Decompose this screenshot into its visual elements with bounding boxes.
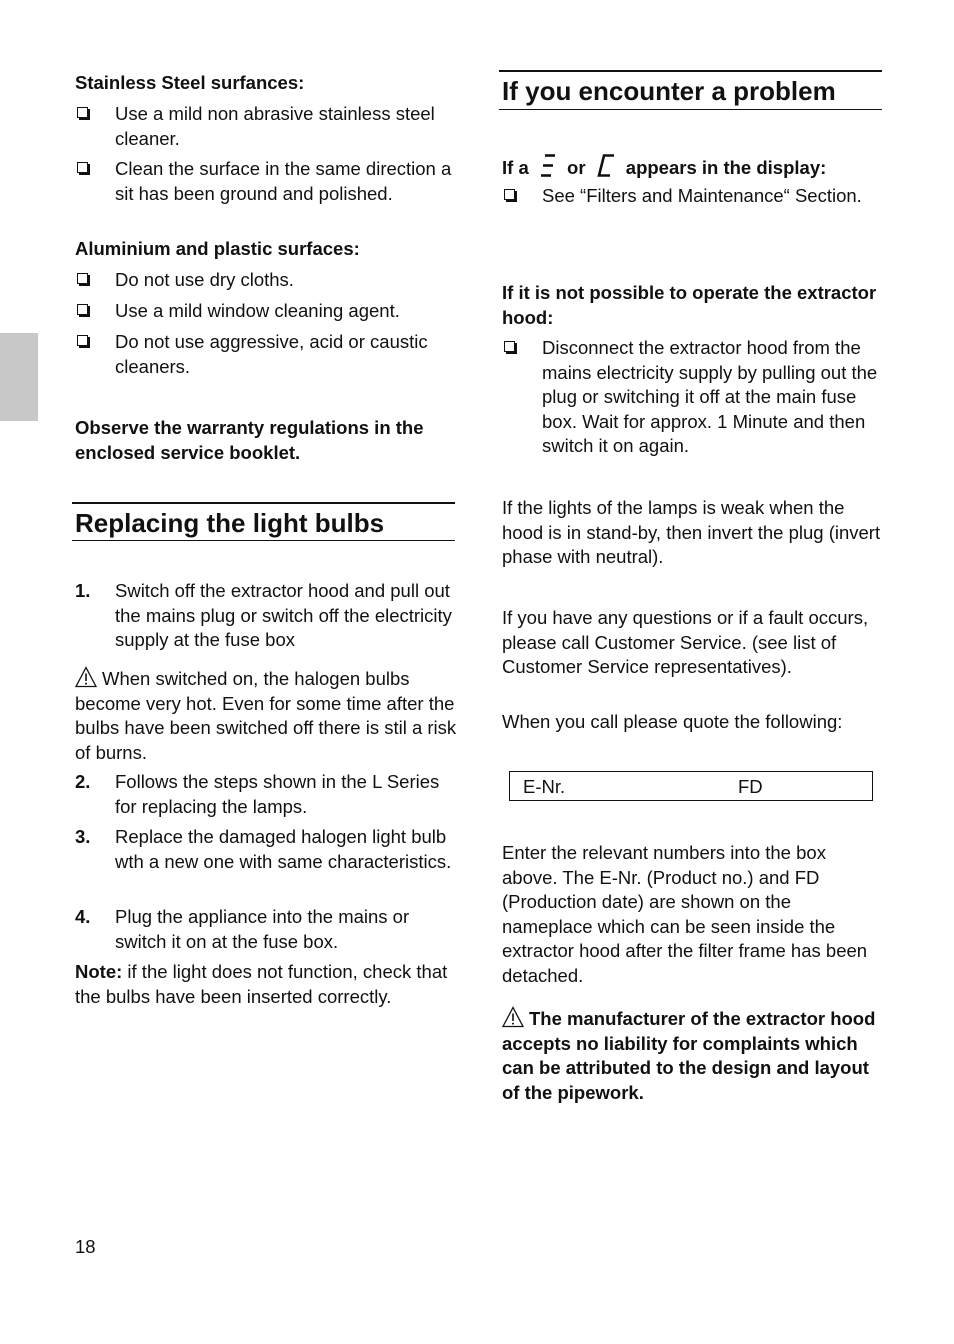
aluminium-title: Aluminium and plastic surfaces: xyxy=(75,238,360,259)
operate-condition-title: If it is not possible to operate the extractor hood: xyxy=(502,282,877,328)
checkbox-bullet-icon xyxy=(77,273,88,284)
liability-warning: The manufacturer of the extractor hood accepts no liability for complaints which can be attributed to the design and layout of the pipework. xyxy=(502,1008,876,1103)
list-item: Clean the surface in the same direction a sit has been ground and polished. xyxy=(75,157,457,206)
checkbox-bullet-icon xyxy=(77,107,88,118)
enr-fd-box xyxy=(509,771,873,801)
list-item: Use a mild window cleaning agent. xyxy=(75,299,457,324)
warning-triangle-icon xyxy=(75,666,97,688)
display-e-symbol-icon xyxy=(538,153,558,179)
enr-label: E-Nr. xyxy=(523,776,566,797)
stainless-title: Stainless Steel surfances: xyxy=(75,72,305,93)
quote-paragraph: When you call please quote the following: xyxy=(502,711,843,732)
warning-paragraph: When switched on, the halogen bulbs become very hot. Even for some time after the bulbs have been switched off there is stil a risk of burns. xyxy=(75,668,457,763)
enter-numbers-paragraph: Enter the relevant numbers into the box above. The E-Nr. (Product no.) and FD (Production date) are shown on the nameplace which can be seen inside the extractor hood after the filter frame has been detached. xyxy=(502,842,868,986)
checkbox-bullet-icon xyxy=(77,162,88,173)
lamps-paragraph: If the lights of the lamps is weak when the hood is in stand-by, then invert the plug (invert phase with neutral). xyxy=(502,497,881,567)
list-item: See “Filters and Maintenance“ Section. xyxy=(502,184,884,209)
step-item: 1. Switch off the extractor hood and pull out the mains plug or switch off the electricity supply at the fuse box xyxy=(75,580,452,650)
page-number: 18 xyxy=(75,1236,96,1257)
questions-paragraph: If you have any questions or if a fault occurs, please call Customer Service. (see list of Customer Service representatives). xyxy=(502,607,869,677)
list-item: Disconnect the extractor hood from the mains electricity supply by pulling out the plug or switching it off at the main fuse box. Wait for approx. 1 Minute and then switch it on again. xyxy=(502,336,884,459)
checkbox-bullet-icon xyxy=(504,189,515,200)
list-item: Do not use aggressive, acid or caustic cleaners. xyxy=(75,330,457,379)
replacing-bulbs-heading: Replacing the light bulbs xyxy=(72,502,455,541)
list-item: Do not use dry cloths. xyxy=(75,268,457,293)
warning-triangle-icon xyxy=(502,1006,524,1028)
checkbox-bullet-icon xyxy=(504,341,515,352)
section-tab-marker xyxy=(0,333,38,421)
step-item: 3. Replace the damaged halogen light bulb wth a new one with same characteristics. xyxy=(75,826,452,872)
warranty-notice: Observe the warranty regulations in the enclosed service booklet. xyxy=(75,417,424,463)
display-condition-title: If a or appears in the display: xyxy=(502,153,884,181)
fd-label: FD xyxy=(738,776,763,797)
step-item: 4. Plug the appliance into the mains or switch it on at the fuse box. xyxy=(75,906,410,952)
display-c-symbol-icon xyxy=(595,153,617,179)
checkbox-bullet-icon xyxy=(77,304,88,315)
checkbox-bullet-icon xyxy=(77,335,88,346)
encounter-problem-heading: If you encounter a problem xyxy=(499,70,882,110)
step-item: 2. Follows the steps shown in the L Series for replacing the lamps. xyxy=(75,771,440,817)
note-paragraph: Note: if the light does not function, check that the bulbs have been inserted correctly. xyxy=(75,961,448,1007)
list-item: Use a mild non abrasive stainless steel cleaner. xyxy=(75,102,457,151)
